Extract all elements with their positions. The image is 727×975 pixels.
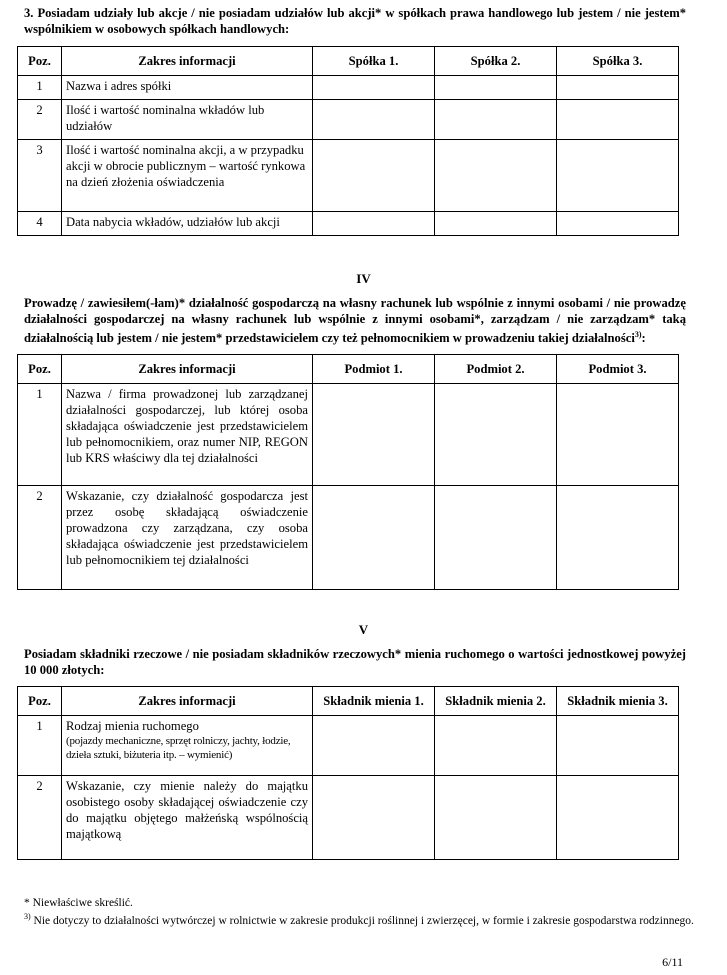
row-label: Wskazanie, czy działalność gospodarcza jest przez osobę składającą oświadczenie prowadzona czy zarządzana, czy osoba składająca oświadczenie jest przedstawicielem lub pełnomocnikiem tej działalności [62,486,313,590]
row-number: 1 [18,716,62,776]
section4-lead: Prowadzę / zawiesiłem(-łam)* działalność gospodarczą na własny rachunek lub wspólnie z innymi osobami / nie prowadzę działalności gospodarczej na własny rachunek lub wspólnie z innymi osobami*, zarządzam / nie zarządzam* taką działalnością lub jestem / nie jestem* przedstawicielem czy też pełnomocnikiem w prowadzeniu takiej działalności$^{3)}$: [24,296,686,346]
row-number: 3 [18,140,62,212]
input-cell[interactable] [313,716,435,776]
input-cell[interactable] [313,384,435,486]
header-scope: Zakres informacji [62,687,313,716]
table-row [18,776,679,860]
header-item-1: Składnik mienia 1. [313,687,435,716]
input-cell[interactable] [313,212,435,236]
table-header-row [18,355,679,384]
header-item-2: Składnik mienia 2. [435,687,557,716]
row-label: Nazwa i adres spółki [62,76,313,100]
footnote-3: $^{3)}$ Nie dotyczy to działalności wytwórczej w rolnictwie w zakresie produkcji roślinnej i zwierzęcej, w formie i zakresie gospodarstwa rodzinnego. [24,912,694,927]
row-label: Data nabycia wkładów, udziałów lub akcji [62,212,313,236]
row-number: 2 [18,776,62,860]
input-cell[interactable] [435,100,557,140]
table-row [18,100,679,140]
table-row [18,140,679,212]
row-number: 2 [18,486,62,590]
input-cell[interactable] [435,140,557,212]
row-label-note: (pojazdy mechaniczne, sprzęt rolniczy, jachty, łodzie, dzieła sztuki, biżuteria itp. – wymienić) [66,735,291,761]
input-cell[interactable] [557,486,679,590]
header-company-2: Spółka 2. [435,47,557,76]
input-cell[interactable] [313,140,435,212]
movable-property-table [17,686,679,860]
section5-heading: V [358,622,369,637]
row-label-main: Rodzaj mienia ruchomego [66,719,199,733]
header-company-1: Spółka 1. [313,47,435,76]
header-item-3: Składnik mienia 3. [557,687,679,716]
row-label: Wskazanie, czy mienie należy do majątku osobistego osoby składającej oświadczenie czy do majątku objętego małżeńską wspólnością majątkową [62,776,313,860]
footnote-asterisk: * Niewłaściwe skreślić. [24,897,133,909]
header-scope: Zakres informacji [62,355,313,384]
row-label: Ilość i wartość nominalna wkładów lub udziałów [62,100,313,140]
input-cell[interactable] [435,776,557,860]
input-cell[interactable] [557,212,679,236]
section4-heading: IV [356,271,371,286]
input-cell[interactable] [313,486,435,590]
row-number: 1 [18,76,62,100]
input-cell[interactable] [313,776,435,860]
input-cell[interactable] [557,776,679,860]
input-cell[interactable] [435,384,557,486]
table-row [18,384,679,486]
input-cell[interactable] [557,384,679,486]
business-activity-table [17,354,679,590]
input-cell[interactable] [435,76,557,100]
shares-table [17,46,679,236]
row-label: Ilość i wartość nominalna akcji, a w przypadku akcji w obrocie publicznym – wartość rynkowa na dzień złożenia oświadczenia [62,140,313,212]
header-entity-2: Podmiot 2. [435,355,557,384]
row-number: 1 [18,384,62,486]
row-label [62,716,313,776]
header-entity-1: Podmiot 1. [313,355,435,384]
header-pos: Poz. [18,687,62,716]
row-label: Nazwa / firma prowadzonej lub zarządzanej działalności gospodarczej, lub której osoba składająca oświadczenie jest przedstawicielem lub pełnomocnikiem, oraz numer NIP, REGON lub KRS właściwy dla tej działalności [62,384,313,486]
header-pos: Poz. [18,47,62,76]
header-pos: Poz. [18,355,62,384]
input-cell[interactable] [313,76,435,100]
header-scope: Zakres informacji [62,47,313,76]
input-cell[interactable] [557,76,679,100]
input-cell[interactable] [435,716,557,776]
row-number: 2 [18,100,62,140]
table-row [18,716,679,776]
footnotes [24,896,694,928]
table-row [18,486,679,590]
input-cell[interactable] [557,140,679,212]
input-cell[interactable] [435,212,557,236]
header-company-3: Spółka 3. [557,47,679,76]
table-header-row [18,47,679,76]
row-number: 4 [18,212,62,236]
table-row [18,76,679,100]
input-cell[interactable] [313,100,435,140]
section5-lead: Posiadam składniki rzeczowe / nie posiadam składników rzeczowych* mienia ruchomego o wartości jednostkowej powyżej 10 000 złotych: [24,647,686,677]
input-cell[interactable] [557,100,679,140]
input-cell[interactable] [557,716,679,776]
table-row [18,212,679,236]
header-entity-3: Podmiot 3. [557,355,679,384]
section3-lead: 3. Posiadam udziały lub akcje / nie posiadam udziałów lub akcji* w spółkach prawa handlowego lub jestem / nie jestem* wspólnikiem w osobowych spółkach handlowych: [24,6,686,36]
table-header-row [18,687,679,716]
input-cell[interactable] [435,486,557,590]
page-number: 6/11 [662,955,683,969]
